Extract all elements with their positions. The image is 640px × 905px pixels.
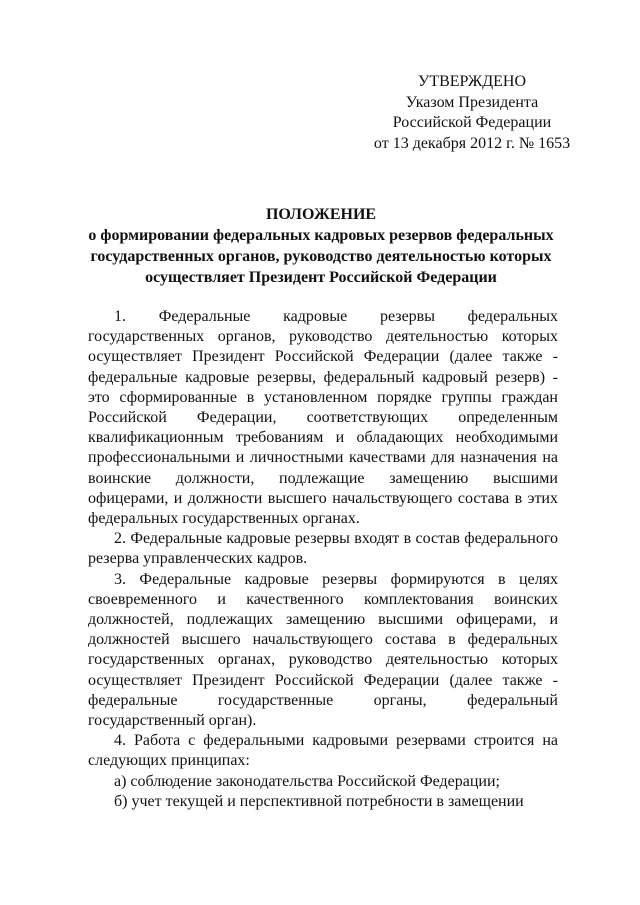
document-body: [88, 307, 558, 812]
title-subtitle: о формировании федеральных кадровых резервов федеральных государственных органов, руководство деятельностью которых осуществляет Президент Российской Федерации: [88, 227, 554, 286]
approval-line-1: УТВЕРЖДЕНО: [417, 73, 526, 90]
paragraph-4: 4. Работа с федеральными кадровыми резервами строится на следующих принципах:: [88, 732, 558, 770]
title-heading: ПОЛОЖЕНИЕ: [265, 206, 377, 223]
approval-line-2: Указом Президента: [405, 93, 539, 111]
paragraph-1: 1. Федеральные кадровые резервы федеральных государственных органов, руководство деятельностью которых осуществляет Президент Российской Федерации (далее также - федеральные кадровые резервы, федеральный кадровый резерв) - это сформированные в установленном порядке группы граждан Российской Федерации, соответствующих определенным квалификационным требованиям и обладающих необходимыми профессиональными и личностными качествами для назначения на воинские должности, подлежащие замещению высшими офицерами, и должности высшего начальствующего состава в этих федеральных государственных органах.: [88, 308, 558, 528]
approval-line-3: Российской Федерации: [392, 114, 552, 131]
approval-stamp: [360, 72, 584, 154]
approval-line-4: от 13 декабря 2012 г. № 1653: [373, 134, 571, 152]
paragraph-3: 3. Федеральные кадровые резервы формируются в целях своевременного и качественного комплектования воинских должностей, подлежащих замещению высшими офицерами, и должностей высшего начальствующего состава в федеральных государственных органах, руководство деятельностью которых осуществляет Президент Российской Федерации (далее также - федеральные государственные органы, федеральный государственный орган).: [88, 570, 558, 730]
paragraph-2: 2. Федеральные кадровые резервы входят в состав федерального резерва управленческих кадров.: [88, 530, 558, 568]
document-title: [60, 204, 582, 288]
paragraph-4b: б) учет текущей и перспективной потребности в замещении: [114, 792, 524, 810]
paragraph-4a: а) соблюдение законодательства Российской Федерации;: [114, 772, 500, 790]
